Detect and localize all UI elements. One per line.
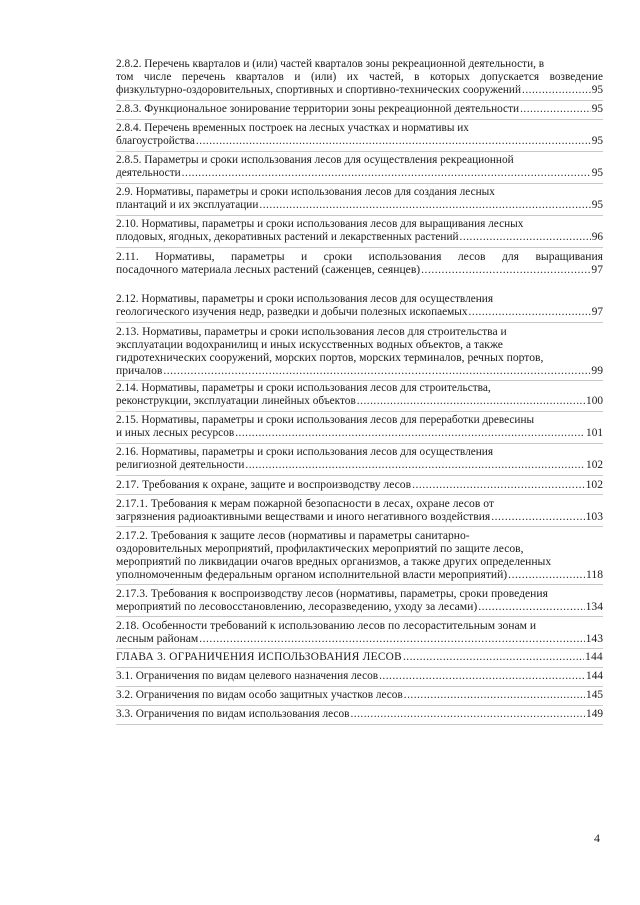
toc-entry-2-12	[116, 291, 603, 323]
toc-page: 101	[586, 427, 603, 439]
leader-dots	[508, 568, 585, 581]
toc-page: 149	[586, 708, 603, 720]
toc-page: 95	[591, 167, 603, 179]
toc-page: 95	[591, 84, 603, 96]
toc-entry-2-17	[116, 476, 603, 495]
toc-line: 2.17.2. Требования к защите лесов (нормативы и параметры санитарно-	[116, 529, 470, 542]
leader-dots	[196, 135, 591, 148]
table-of-contents	[116, 56, 603, 725]
leader-dots	[235, 427, 585, 440]
toc-line: 2.14. Нормативы, параметры и сроки использования лесов для строительства,	[116, 382, 491, 394]
toc-page: 144	[586, 670, 603, 682]
leader-dots	[350, 708, 585, 721]
leader-dots	[245, 459, 585, 472]
toc-line: 2.8.4. Перечень временных построек на лесных участках и нормативы их	[116, 122, 469, 134]
toc-title: 3.2. Ограничения по видам особо защитных участков лесов	[116, 689, 403, 701]
toc-title: лесным районам	[116, 632, 199, 645]
toc-entry-2-10	[116, 216, 603, 248]
toc-page: 95	[591, 135, 603, 147]
leader-dots	[182, 167, 591, 180]
toc-title: 3.1. Ограничения по видам целевого назначения лесов	[116, 670, 379, 682]
toc-line: 2.12. Нормативы, параметры и сроки использования лесов для осуществления	[116, 293, 494, 305]
toc-page: 95	[591, 199, 603, 211]
toc-page: 97	[591, 263, 603, 276]
toc-title: физкультурно-оздоровительных, спортивных и спортивно-технических сооружений	[116, 84, 521, 96]
toc-page: 97	[591, 306, 603, 318]
toc-page: 103	[585, 510, 603, 523]
toc-line: оздоровительных мероприятий, профилактических мероприятий по защите лесов,	[116, 542, 524, 555]
toc-entry-2-9	[116, 184, 603, 216]
toc-page: 144	[585, 651, 603, 663]
toc-entry-2-14	[116, 381, 603, 412]
toc-line: 2.18. Особенности требований к использованию лесов по лесорастительным зонам и	[116, 619, 537, 632]
toc-title: 2.8.3. Функциональное зонирование территории зоны рекреационной деятельности	[116, 103, 520, 115]
toc-entry-2-17-2	[116, 527, 603, 585]
toc-entry-2-17-3	[116, 585, 603, 617]
toc-title: мероприятий по лесовосстановлению, лесоразведению, уходу за лесами)	[116, 600, 478, 613]
toc-title: плодовых, ягодных, декоративных растений и лекарственных растений	[116, 231, 459, 243]
toc-title: ГЛАВА 3. ОГРАНИЧЕНИЯ ИСПОЛЬЗОВАНИЯ ЛЕСОВ	[116, 651, 402, 663]
toc-title: уполномоченным федеральным органом исполнительной власти мероприятий)	[116, 568, 508, 581]
toc-page: 118	[586, 568, 603, 581]
toc-entry-2-13	[116, 323, 603, 381]
toc-page: 99	[591, 364, 603, 377]
leader-dots	[259, 199, 590, 212]
leader-dots	[379, 670, 585, 683]
toc-page: 134	[585, 600, 603, 613]
toc-entry-2-8-5	[116, 152, 603, 184]
toc-entry-2-17-1	[116, 495, 603, 527]
toc-entry-3-3	[116, 706, 603, 725]
toc-line: 2.17.1. Требования к мерам пожарной безопасности в лесах, охране лесов от	[116, 497, 494, 510]
toc-entry-3-1	[116, 668, 603, 687]
leader-dots	[460, 231, 591, 244]
toc-page: 100	[586, 395, 603, 407]
toc-entry-2-8-3	[116, 101, 603, 120]
toc-page: 145	[586, 689, 603, 701]
toc-entry-2-8-2	[116, 56, 603, 101]
toc-line: эксплуатации водохранилищ и иных искусственных водных объектов, а также	[116, 338, 503, 351]
toc-line: том числе перечень кварталов и (или) их частей, в которых допускается возведение	[116, 71, 603, 83]
leader-dots	[412, 478, 585, 491]
toc-entry-2-11	[116, 248, 603, 279]
toc-entry-chapter-3	[116, 649, 603, 668]
toc-entry-2-8-4	[116, 120, 603, 152]
toc-title: посадочного материала лесных растений (саженцев, сеянцев)	[116, 263, 421, 276]
leader-dots	[404, 689, 585, 702]
toc-line: мероприятий по ликвидации очагов вредных организмов, а также других определенных	[116, 555, 552, 568]
toc-page: 96	[591, 231, 603, 243]
leader-dots	[199, 632, 584, 645]
toc-title: причалов	[116, 364, 163, 377]
toc-line: 2.8.2. Перечень кварталов и (или) частей кварталов зоны рекреационной деятельности, в	[116, 58, 545, 70]
leader-dots	[421, 263, 590, 276]
toc-title: благоустройства	[116, 135, 195, 147]
toc-line: 2.9. Нормативы, параметры и сроки использования лесов для создания лесных	[116, 186, 495, 198]
toc-line: 2.8.5. Параметры и сроки использования лесов для осуществления рекреационной	[116, 154, 514, 166]
toc-page: 143	[585, 632, 603, 645]
toc-entry-2-15	[116, 412, 603, 444]
leader-dots	[403, 651, 584, 664]
leader-dots	[469, 306, 591, 319]
toc-page: 95	[591, 103, 603, 115]
toc-title: 2.17. Требования к охране, защите и воспроизводству лесов	[116, 478, 412, 491]
toc-line: 2.13. Нормативы, параметры и сроки использования лесов для строительства и	[116, 325, 507, 338]
toc-title: деятельности	[116, 167, 181, 179]
toc-title: плантаций и их эксплуатации	[116, 199, 259, 211]
toc-title: и иных лесных ресурсов	[116, 427, 235, 439]
toc-entry-2-16	[116, 444, 603, 476]
leader-dots	[520, 103, 591, 116]
page-number: 4	[594, 831, 600, 845]
toc-line: гидротехнических сооружений, морских портов, морских терминалов, речных портов,	[116, 351, 544, 364]
toc-entry-2-18	[116, 617, 603, 649]
toc-title: загрязнения радиоактивными веществами и иного негативного воздействия	[116, 510, 491, 523]
leader-dots	[478, 600, 584, 613]
leader-dots	[357, 395, 585, 408]
leader-dots	[163, 364, 590, 377]
leader-dots	[491, 510, 584, 523]
toc-page: 102	[585, 478, 603, 491]
toc-line: 2.15. Нормативы, параметры и сроки использования лесов для переработки древесины	[116, 414, 535, 426]
toc-line: 2.11. Нормативы, параметры и сроки использования лесов для выращивания	[116, 250, 603, 263]
toc-title: геологического изучения недр, разведки и добычи полезных ископаемых	[116, 306, 468, 318]
toc-line: 2.10. Нормативы, параметры и сроки использования лесов для выращивания лесных	[116, 218, 524, 230]
toc-title: 3.3. Ограничения по видам использования лесов	[116, 708, 350, 720]
toc-title: реконструкции, эксплуатации линейных объектов	[116, 395, 356, 407]
toc-line: 2.16. Нормативы, параметры и сроки использования лесов для осуществления	[116, 446, 494, 458]
leader-dots	[522, 84, 591, 97]
toc-line: 2.17.3. Требования к воспроизводству лесов (нормативы, параметры, сроки проведения	[116, 587, 548, 600]
toc-page: 102	[586, 459, 603, 471]
toc-entry-3-2	[116, 687, 603, 706]
toc-title: религиозной деятельности	[116, 459, 245, 471]
